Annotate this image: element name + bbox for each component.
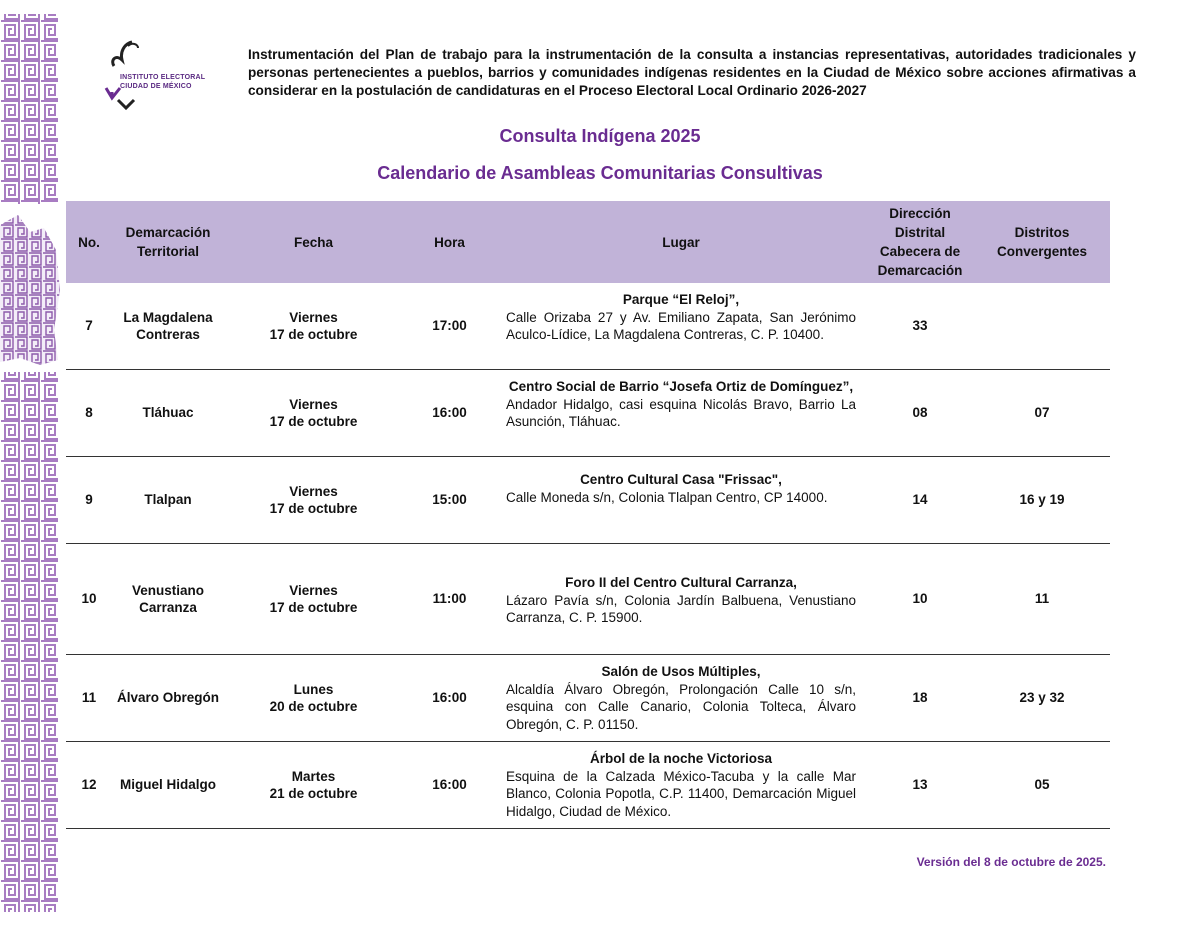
cell-distritos: 16 y 19 — [1019, 492, 1065, 508]
lugar-nombre: Foro II del Centro Cultural Carranza, — [565, 575, 797, 590]
lugar-direccion: Lázaro Pavía s/n, Colonia Jardín Balbuena, Venustiano Carranza, C. P. 15900. — [506, 592, 856, 625]
cell-distritos: 05 — [1034, 777, 1050, 793]
cell-lugar — [496, 655, 866, 741]
cell-distritos: 11 — [1034, 591, 1050, 607]
cell-fecha — [224, 544, 403, 654]
cell-demarcacion: Tlalpan — [144, 492, 192, 508]
lugar-nombre: Árbol de la noche Victoriosa — [589, 751, 773, 766]
header-lugar: Lugar — [662, 234, 700, 250]
cell-fecha — [224, 742, 403, 828]
cell-fecha-text: 17 de octubre — [269, 414, 358, 429]
cell-fecha-text: 21 de octubre — [269, 786, 358, 801]
cell-fecha — [224, 457, 403, 543]
logo-line-2: CIUDAD DE MÉXICO — [120, 83, 192, 90]
logo-line-1: INSTITUTO ELECTORAL — [120, 74, 206, 81]
lugar-direccion: Andador Hidalgo, casi esquina Nicolás Bravo, Barrio La Asunción, Tláhuac. — [506, 396, 856, 429]
cell-dia: Viernes — [289, 309, 338, 325]
cell-distritos: 07 — [1034, 405, 1050, 421]
lugar-nombre: Salón de Usos Múltiples, — [601, 664, 761, 679]
lugar-direccion: Calle Moneda s/n, Colonia Tlalpan Centro, CP 14000. — [506, 489, 828, 505]
header-demarcacion: Demarcación Territorial — [125, 225, 211, 259]
cell-demarcacion: Tláhuac — [142, 405, 194, 421]
cell-dia: Lunes — [293, 681, 334, 697]
cell-hora: 15:00 — [432, 492, 467, 508]
cell-direccion: 33 — [912, 318, 928, 334]
header-fecha: Fecha — [293, 234, 334, 250]
cell-hora: 16:00 — [432, 690, 467, 706]
cell-fecha — [224, 283, 403, 369]
header-distritos: Distritos Convergentes — [996, 225, 1088, 259]
lugar-direccion: Calle Orizaba 27 y Av. Emiliano Zapata, San Jerónimo Aculco-Lídice, La Magdalena Contreras, C. P. 10400. — [506, 309, 856, 342]
cell-direccion: 08 — [912, 405, 928, 421]
cell-no: 11 — [81, 690, 97, 706]
page-subtitle: Calendario de Asambleas Comunitarias Consultivas — [377, 163, 823, 183]
cell-dia: Viernes — [289, 396, 338, 412]
cell-fecha-text: 17 de octubre — [269, 327, 358, 342]
cell-demarcacion: Venustiano Carranza — [131, 582, 204, 615]
cell-fecha-text: 20 de octubre — [269, 699, 358, 714]
cell-distritos — [974, 283, 1110, 369]
cell-no: 7 — [85, 318, 93, 334]
table-row — [66, 742, 1110, 829]
assemblies-table — [66, 201, 1110, 829]
cell-hora: 16:00 — [432, 405, 467, 421]
cell-hora: 17:00 — [432, 318, 467, 334]
cell-no: 12 — [81, 777, 97, 793]
cell-lugar — [496, 742, 866, 828]
cell-fecha — [224, 370, 403, 456]
cell-lugar — [496, 457, 866, 543]
cell-direccion: 13 — [912, 777, 928, 793]
lugar-direccion: Esquina de la Calzada México-Tacuba y la calle Mar Blanco, Colonia Popotla, C.P. 11400, Demarcación Miguel Hidalgo, Ciudad de México. — [506, 768, 856, 819]
lugar-nombre: Centro Social de Barrio “Josefa Ortiz de Domínguez”, — [508, 379, 854, 394]
cell-direccion: 18 — [912, 690, 928, 706]
lugar-direccion: Alcaldía Álvaro Obregón, Prolongación Calle 10 s/n, esquina con Calle Canario, Colonia Tolteca, Álvaro Obregón, C. P. 01150. — [506, 681, 856, 732]
cell-demarcacion: La Magdalena Contreras — [123, 309, 213, 342]
cell-direccion: 14 — [912, 492, 928, 508]
cell-dia: Viernes — [289, 483, 338, 499]
cell-distritos: 23 y 32 — [1019, 690, 1065, 706]
institute-logo — [98, 40, 216, 112]
cell-no: 8 — [85, 405, 93, 421]
cell-fecha-text: 17 de octubre — [269, 501, 358, 516]
header-hora: Hora — [434, 234, 465, 250]
cell-hora: 16:00 — [432, 777, 467, 793]
cell-direccion: 10 — [912, 591, 928, 607]
table-row — [66, 457, 1110, 544]
header-direccion: Dirección Distrital Cabecera de Demarcación — [877, 206, 963, 278]
intro-paragraph: Instrumentación del Plan de trabajo para la instrumentación de la consulta a instancias representativas, autoridades tradicionales y personas pertenecientes a pueblos, barrios y comunidades indígenas residentes en la Ciudad de México sobre acciones afirmativas a considerar en la postulación de candidaturas en el Proceso Electoral Local Ordinario 2026-2027 — [248, 47, 1136, 98]
header-no: No. — [78, 234, 100, 250]
version-note: Versión del 8 de octubre de 2025. — [916, 855, 1106, 869]
cell-no: 10 — [81, 591, 97, 607]
cell-fecha-text: 17 de octubre — [269, 600, 358, 615]
table-header — [66, 201, 1110, 283]
cell-dia: Martes — [291, 768, 336, 784]
lugar-nombre: Parque “El Reloj”, — [622, 292, 740, 307]
cell-lugar — [496, 544, 866, 654]
table-row — [66, 544, 1110, 655]
cell-demarcacion: Álvaro Obregón — [116, 690, 219, 706]
cell-fecha — [224, 655, 403, 741]
table-row — [66, 655, 1110, 742]
table-row — [66, 370, 1110, 457]
cell-hora: 11:00 — [432, 591, 467, 607]
page-title: Consulta Indígena 2025 — [499, 126, 701, 146]
cell-dia: Viernes — [289, 582, 338, 598]
table-row — [66, 283, 1110, 370]
cell-lugar — [496, 283, 866, 369]
cell-no: 9 — [85, 492, 93, 508]
cell-lugar — [496, 370, 866, 456]
cell-demarcacion: Miguel Hidalgo — [120, 777, 216, 793]
lugar-nombre: Centro Cultural Casa "Frissac", — [580, 472, 782, 487]
